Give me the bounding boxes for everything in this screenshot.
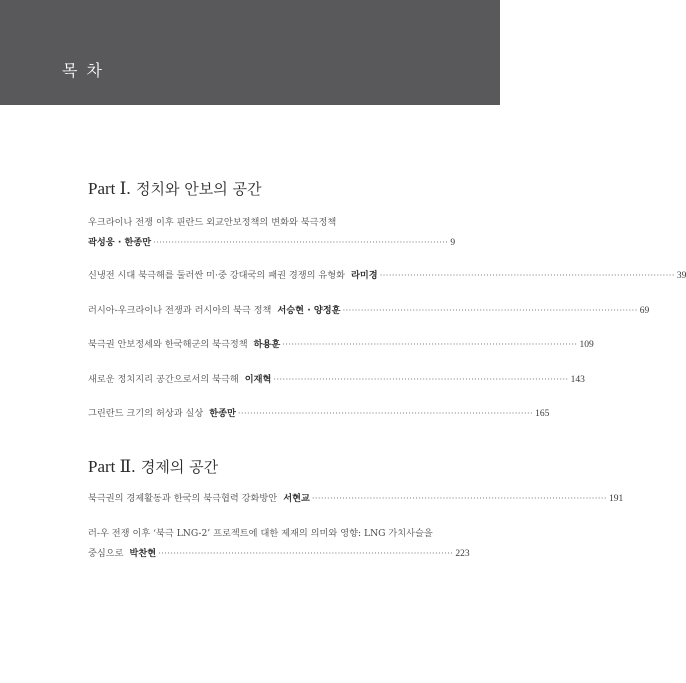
toc-entry[interactable]: [88, 371, 585, 385]
toc-entry[interactable]: [88, 214, 456, 248]
entry-title: 러시아-우크라이나 전쟁과 러시아의 북극 정책: [88, 305, 272, 316]
entry-title: 북극권의 경제활동과 한국의 북극협력 강화방안: [88, 493, 278, 504]
entry-author: 이재혁: [244, 374, 272, 385]
entry-title: 신냉전 시대 북극해를 둘러싼 미·중 강대국의 패권 경쟁의 유형화: [88, 270, 346, 281]
entry-page: 69: [639, 306, 650, 316]
entry-title: 북극권 안보정세와 한국해군의 북극정책: [88, 339, 248, 350]
part-heading: [88, 178, 261, 199]
leader-dots: ·································································································: [273, 375, 569, 384]
entry-title-line-2: [88, 545, 470, 559]
entry-page: 109: [579, 340, 594, 350]
entry-author: 곽성웅 · 한종만: [88, 237, 152, 248]
entry-author: 라미경: [351, 270, 378, 281]
page-title: 목차: [62, 61, 111, 80]
entry-page: 165: [535, 409, 550, 419]
leader-dots: ·································································································: [153, 238, 449, 247]
entry-author: 서현교: [283, 493, 310, 504]
entry-page: 9: [450, 238, 456, 248]
toc-entry[interactable]: [88, 405, 550, 419]
leader-dots: ·································································································: [379, 271, 675, 280]
entry-title: 새로운 정치지리 공간으로서의 북극해: [88, 374, 239, 385]
entry-title-line: [88, 525, 433, 539]
leader-dots: ·································································································: [158, 549, 454, 558]
leader-dots: ·································································································: [282, 340, 578, 349]
entry-title: 우크라이나 전쟁 이후 핀란드 외교안보정책의 변화와 북극정책: [88, 217, 337, 228]
toc-header: [0, 0, 500, 105]
entry-title-line: [88, 214, 420, 228]
toc-entry[interactable]: [88, 336, 594, 350]
leader-dots: ·································································································: [342, 306, 638, 315]
toc-entry[interactable]: [88, 525, 470, 559]
entry-author: 박찬현: [129, 548, 157, 559]
entry-page: 39: [676, 271, 686, 281]
toc-entry[interactable]: [88, 302, 650, 316]
entry-author-line: [88, 234, 456, 248]
entry-title-continued: 중심으로: [88, 548, 124, 559]
part-heading: [88, 456, 218, 477]
entry-author: 한종만: [209, 408, 236, 419]
entry-page: 223: [455, 549, 470, 559]
toc-entry[interactable]: [88, 490, 624, 504]
entry-title: 그린란드 크기의 허상과 실상: [88, 408, 204, 419]
part-title: 경제의 공간: [140, 458, 219, 476]
entry-title: 러-우 전쟁 이후 ‘북극 LNG-2’ 프로젝트에 대한 제재의 의미와 영향: LNG 가치사슬을: [88, 528, 433, 539]
entry-author: 하용훈: [253, 339, 281, 350]
part-title: 정치와 안보의 공간: [136, 180, 262, 198]
leader-dots: ·································································································: [237, 409, 534, 418]
entry-page: 191: [609, 494, 624, 504]
toc-entry[interactable]: [88, 267, 686, 281]
entry-author: 서승현 · 양정훈: [277, 305, 341, 316]
leader-dots: ·································································································: [311, 494, 607, 503]
part-label: Part Ⅱ.: [88, 457, 136, 476]
part-label: Part Ⅰ.: [88, 179, 131, 198]
entry-page: 143: [570, 375, 585, 385]
